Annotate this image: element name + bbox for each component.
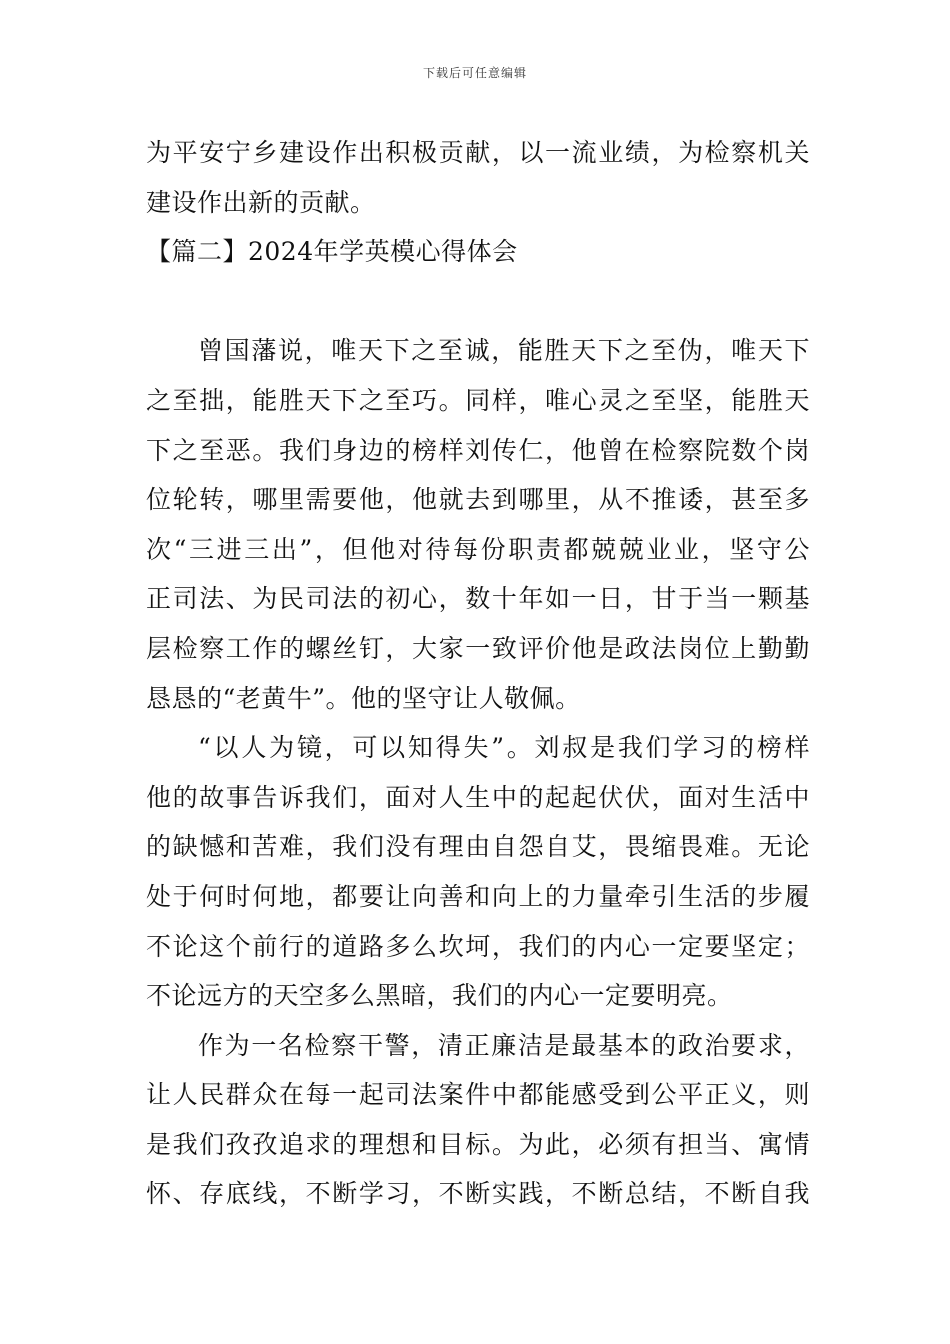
text-line: 建设作出新的贡献。 — [146, 187, 376, 217]
text-line: 他的故事告诉我们，面对人生中的起起伏伏，面对生活中 — [146, 782, 810, 812]
text-line: “以人为镜，可以知得失”。刘叔是我们学习的榜样 — [198, 733, 810, 763]
text-line: 恳恳的“老黄牛”。他的坚守让人敬佩。 — [146, 683, 581, 713]
paragraph — [146, 1021, 810, 1219]
text-line: 让人民群众在每一起司法案件中都能感受到公平正义，则 — [146, 1080, 810, 1110]
text-line: 不论远方的天空多么黑暗，我们的内心一定要明亮。 — [146, 981, 733, 1011]
paragraph — [146, 723, 810, 1021]
text-line: 不论这个前行的道路多么坎坷，我们的内心一定要坚定； — [146, 931, 810, 961]
text-line: 曾国藩说，唯天下之至诚，能胜天下之至伪，唯天下 — [198, 336, 810, 366]
text-line: 怀、存底线，不断学习，不断实践，不断总结，不断自我 — [146, 1179, 810, 1209]
text-line: 处于何时何地，都要让向善和向上的力量牵引生活的步履 — [146, 881, 810, 911]
text-line: 次“三进三出”，但他对待每份职责都兢兢业业，坚守公 — [146, 534, 810, 564]
text-line: 位轮转，哪里需要他，他就去到哪里，从不推诿，甚至多 — [146, 485, 810, 515]
page-header: 下载后可任意编辑 — [422, 66, 527, 80]
paragraph-continuation — [146, 128, 810, 227]
text-line: 为平安宁乡建设作出积极贡献，以一流业绩，为检察机关 — [146, 138, 810, 167]
text-line: 作为一名检察干警，清正廉洁是最基本的政治要求， — [198, 1030, 810, 1060]
text-line: 正司法、为民司法的初心，数十年如一日，甘于当一颗基 — [146, 584, 810, 614]
text-line: 是我们孜孜追求的理想和目标。为此，必须有担当、寓情 — [146, 1129, 810, 1159]
paragraph — [146, 326, 810, 723]
text-line: 之至拙，能胜天下之至巧。同样，唯心灵之至坚，能胜天 — [146, 385, 810, 415]
text-line: 层检察工作的螺丝钉，大家一致评价他是政法岗位上勤勤 — [146, 633, 810, 663]
blank-line — [146, 277, 810, 327]
document-body — [146, 128, 810, 1219]
text-line: 下之至恶。我们身边的榜样刘传仁，他曾在检察院数个岗 — [146, 435, 810, 465]
text-line: 的缺憾和苦难，我们没有理由自怨自艾，畏缩畏难。无论 — [146, 832, 810, 862]
section-heading: 【篇二】2024年学英模心得体会 — [146, 237, 518, 267]
